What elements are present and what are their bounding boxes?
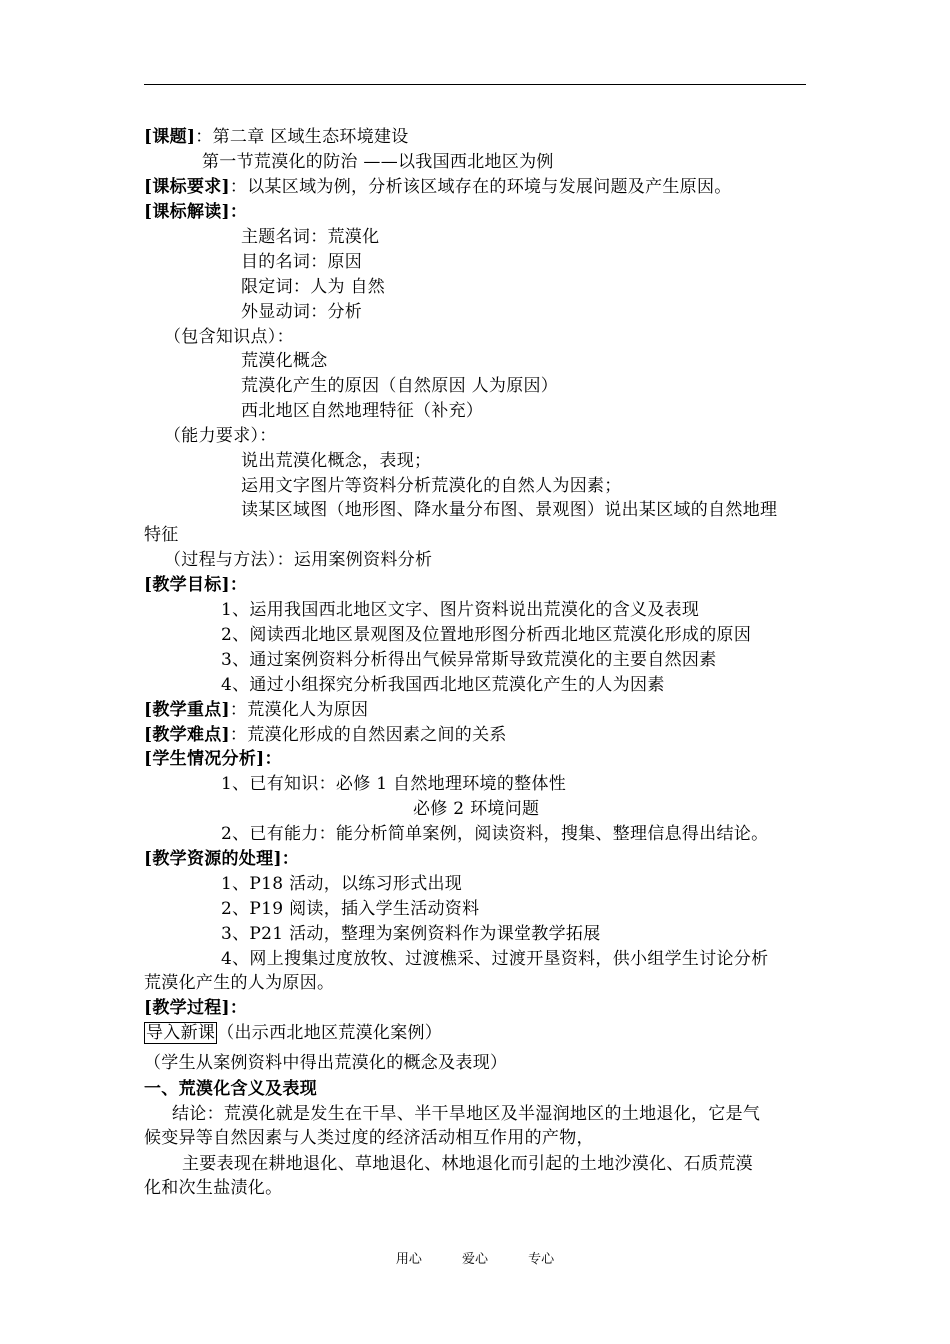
footer-item: 爱心 — [461, 1252, 488, 1267]
students-knowledge: 1、已有知识：必修 1 自然地理环境的整体性 — [221, 774, 567, 794]
conclusion-line-1: 结论：荒漠化就是发生在干旱、半干旱地区及半湿润地区的土地退化，它是气 — [172, 1104, 761, 1124]
goal-item: 3、通过案例资料分析得出气候异常斯导致荒漠化的主要自然因素 — [221, 650, 717, 670]
difficulty-text: ：荒漠化形成的自然因素之间的关系 — [229, 725, 507, 745]
knowledge-item: 西北地区自然地理特征（补充） — [241, 401, 484, 421]
ability-heading: （能力要求）： — [164, 426, 277, 446]
difficulty-label: [教学难点] — [144, 725, 230, 745]
interp-item: 主题名词：荒漠化 — [241, 227, 380, 247]
students-ability: 2、已有能力：能分析简单案例，阅读资料，搜集、整理信息得出结论。 — [221, 824, 769, 844]
goal-item: 4、通过小组探究分析我国西北地区荒漠化产生的人为因素 — [221, 675, 665, 695]
difficulty-line — [144, 724, 507, 746]
resource-item-continued: 荒漠化产生的人为原因。 — [144, 973, 335, 993]
interpretation-label: [课标解读] — [144, 202, 230, 222]
process-colon: ： — [229, 998, 248, 1018]
topic-label: [课题] — [144, 127, 196, 147]
ability-item-continued: 特征 — [144, 525, 179, 545]
resources-heading — [144, 848, 299, 870]
focus-line — [144, 699, 368, 721]
focus-label: [教学重点] — [144, 700, 230, 720]
interp-item: 限定词：人为 自然 — [241, 277, 386, 297]
standard-line — [144, 176, 732, 198]
students-heading — [144, 748, 282, 770]
goals-heading — [144, 574, 247, 596]
goals-colon: ： — [229, 575, 248, 595]
process-heading — [144, 997, 247, 1019]
interp-item: 外显动词：分析 — [241, 302, 363, 322]
header-rule — [144, 84, 806, 85]
resources-label: [教学资源的处理] — [144, 849, 282, 869]
main-expression-line-2: 化和次生盐渍化。 — [144, 1178, 283, 1198]
standard-text: ：以某区域为例，分析该区域存在的环境与发展问题及产生原因。 — [229, 177, 732, 197]
knowledge-heading: （包含知识点）： — [164, 327, 294, 347]
footer-item: 用心 — [395, 1252, 422, 1267]
interpretation-line — [144, 201, 247, 223]
ability-item: 读某区域图（地形图、降水量分布图、景观图）说出某区域的自然地理 — [241, 500, 778, 520]
goals-label: [教学目标] — [144, 575, 230, 595]
intro-box: 导入新课 — [146, 1023, 216, 1043]
resource-item: 2、P19 阅读，插入学生活动资料 — [221, 899, 480, 919]
section-title: 第一节荒漠化的防治 ——以我国西北地区为例 — [202, 152, 554, 172]
resource-item: 4、网上搜集过度放牧、过渡樵采、过渡开垦资料，供小组学生讨论分析 — [221, 949, 769, 969]
page-footer — [0, 1248, 950, 1267]
process-label: [教学过程] — [144, 998, 230, 1018]
interp-item: 目的名词：原因 — [241, 252, 363, 272]
process-method: （过程与方法）：运用案例资料分析 — [164, 550, 433, 570]
knowledge-item: 荒漠化概念 — [241, 351, 328, 371]
students-colon: ： — [264, 749, 282, 769]
section1-heading: 一、荒漠化含义及表现 — [144, 1079, 317, 1099]
interpretation-colon: ： — [229, 202, 248, 222]
knowledge-item: 荒漠化产生的原因（自然原因 人为原因） — [241, 376, 559, 396]
students-label: [学生情况分析] — [144, 749, 265, 769]
standard-label: [课标要求] — [144, 177, 230, 197]
ability-item: 运用文字图片等资料分析荒漠化的自然人为因素； — [241, 476, 622, 496]
intro-text: （出示西北地区荒漠化案例） — [217, 1023, 443, 1043]
focus-text: ：荒漠化人为原因 — [229, 700, 369, 720]
resources-colon: ： — [281, 849, 300, 869]
footer-item: 专心 — [528, 1252, 555, 1267]
intro-note: （学生从案例资料中得出荒漠化的概念及表现） — [144, 1053, 508, 1073]
topic-line — [144, 126, 409, 148]
main-expression-line-1: 主要表现在耕地退化、草地退化、林地退化而引起的土地沙漠化、石质荒漠 — [182, 1154, 753, 1174]
goal-item: 2、阅读西北地区景观图及位置地形图分析西北地区荒漠化形成的原因 — [221, 625, 752, 645]
ability-item: 说出荒漠化概念，表现； — [241, 451, 432, 471]
resource-item: 3、P21 活动，整理为案例资料作为课堂教学拓展 — [221, 924, 601, 944]
intro-line — [144, 1022, 442, 1044]
topic-text: ：第二章 区域生态环境建设 — [195, 127, 409, 147]
resource-item: 1、P18 活动，以练习形式出现 — [221, 874, 463, 894]
conclusion-line-2: 候变异等自然因素与人类过度的经济活动相互作用的产物， — [144, 1128, 594, 1148]
students-knowledge-2: 必修 2 环境问题 — [413, 799, 540, 819]
goal-item: 1、运用我国西北地区文字、图片资料说出荒漠化的含义及表现 — [221, 600, 700, 620]
